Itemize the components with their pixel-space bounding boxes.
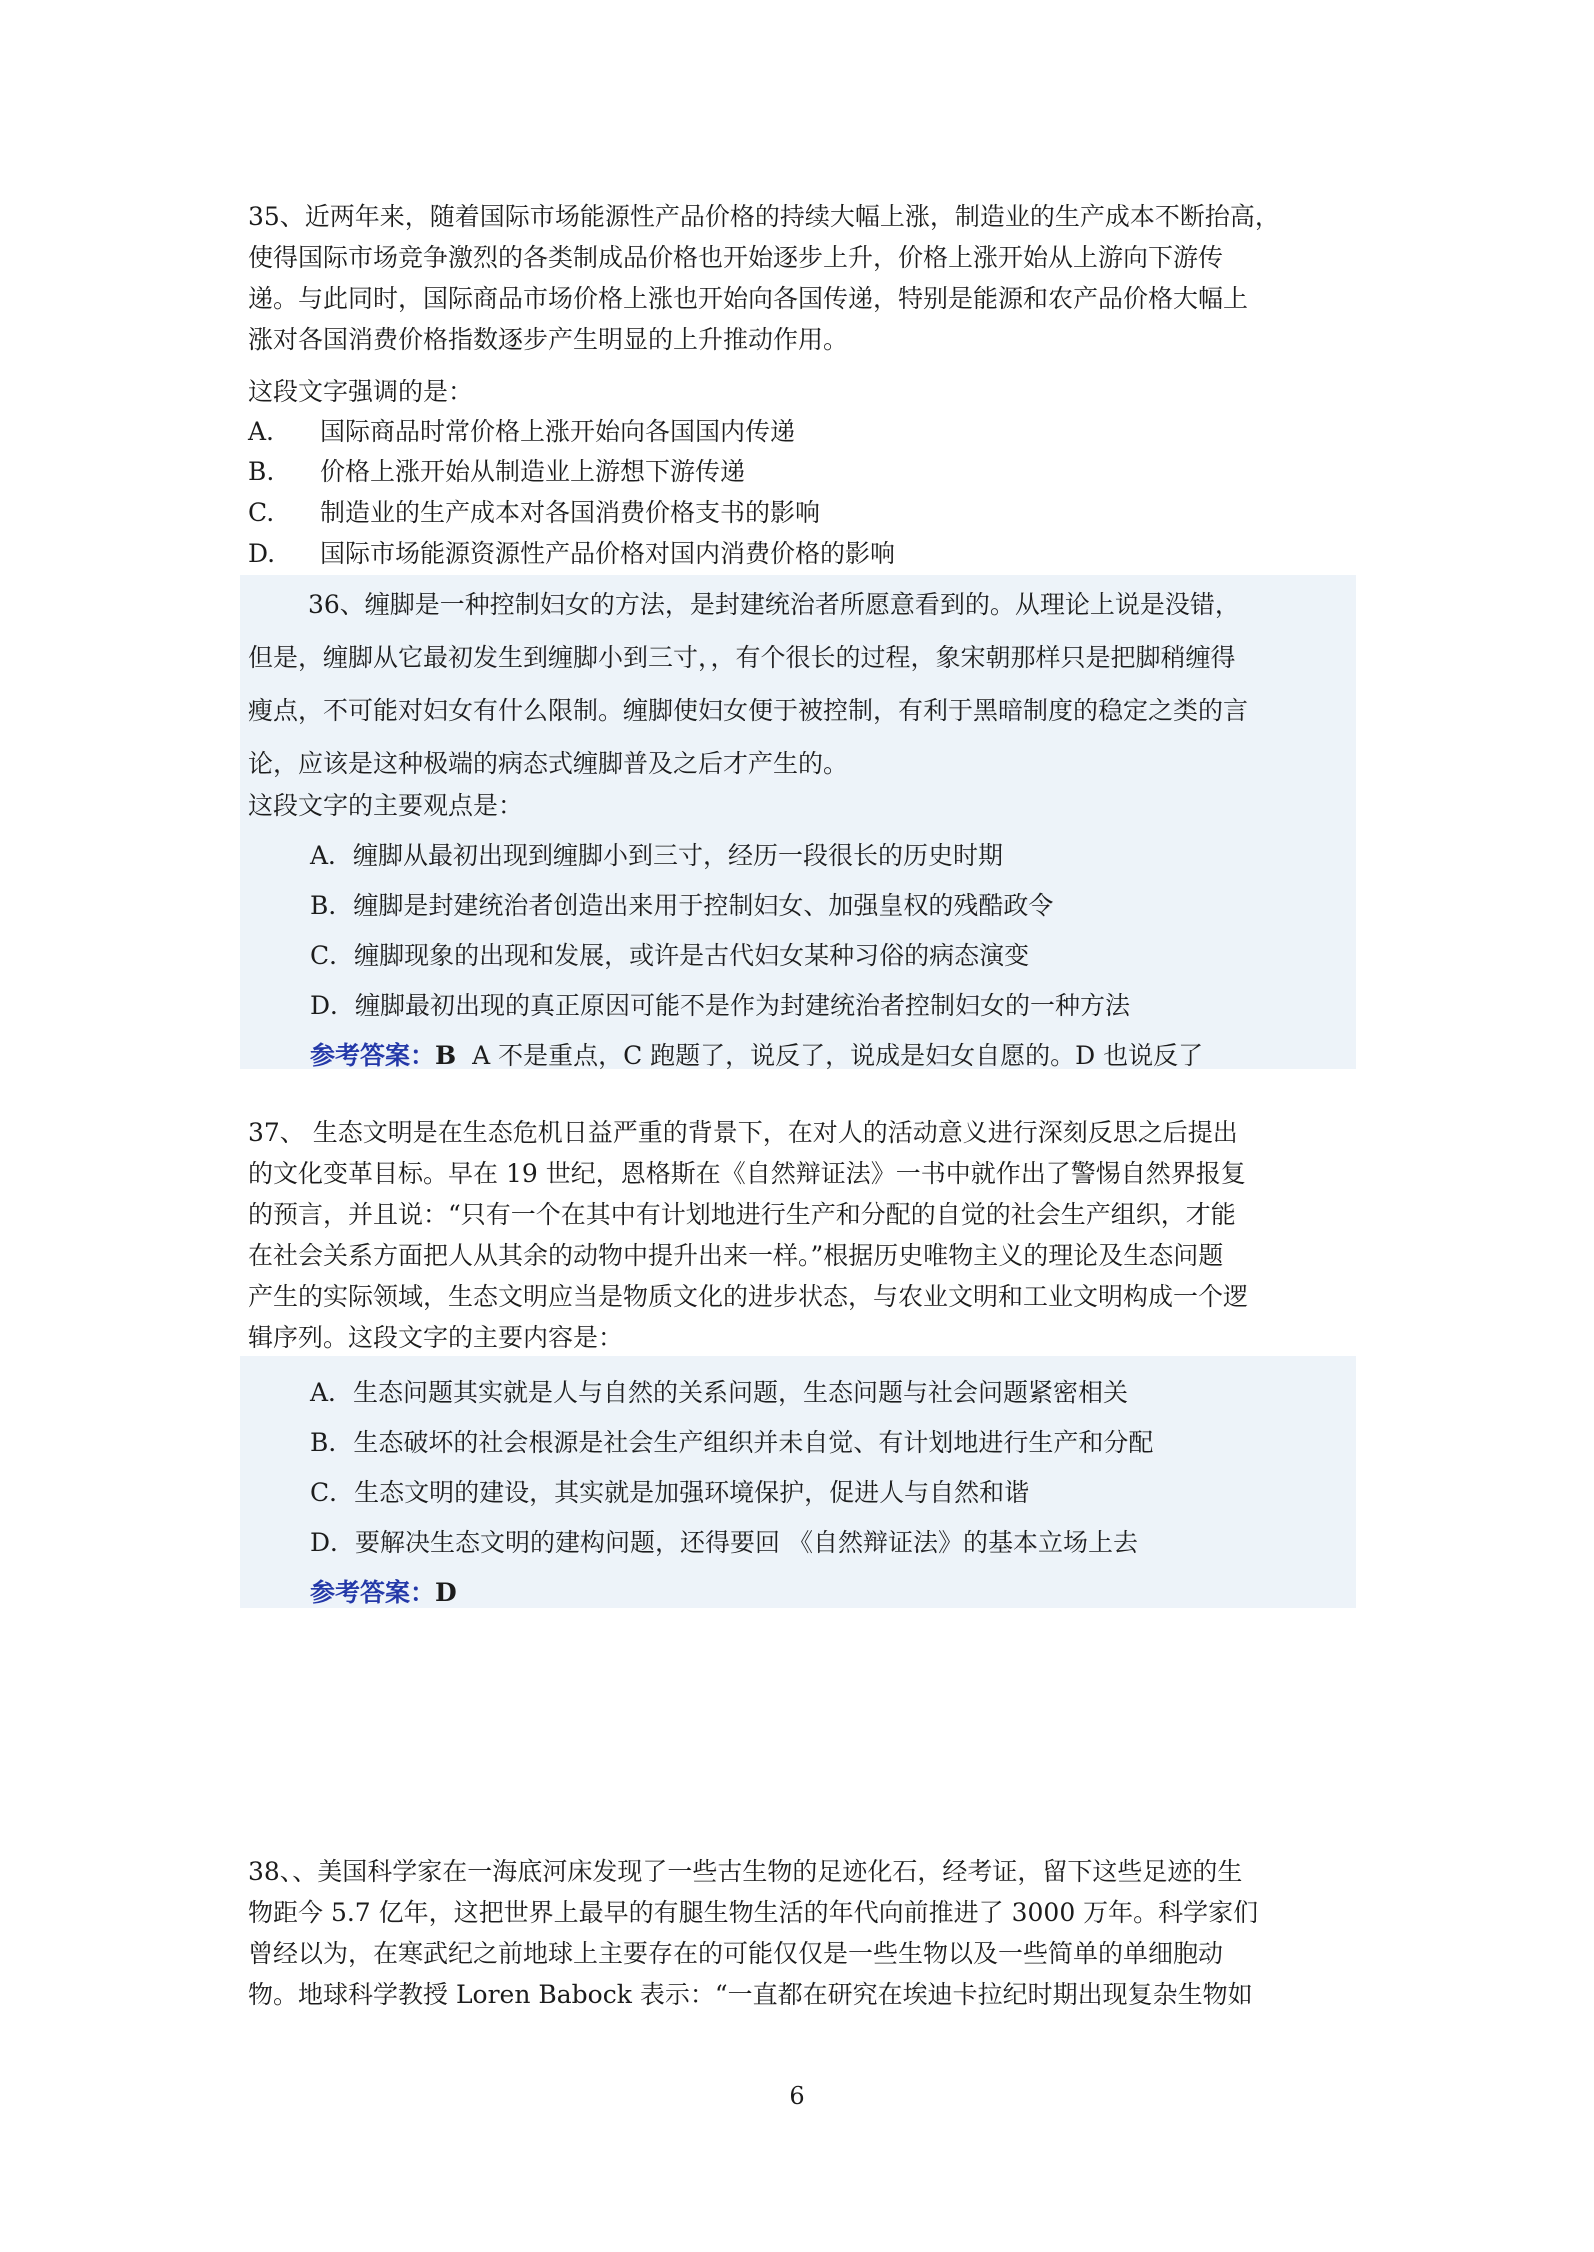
text-line: 35、近两年来，随着国际市场能源性产品价格的持续大幅上涨，制造业的生产成本不断抬高， bbox=[248, 202, 1280, 231]
question-37-text bbox=[248, 1112, 1358, 1358]
text-line: 38、、美国科学家在一海底河床发现了一些古生物的足迹化石，经考证，留下这些足迹的生 bbox=[248, 1857, 1243, 1886]
question-35-prompt: 这段文字强调的是： bbox=[248, 377, 474, 406]
text-line: 37、 生态文明是在生态危机日益严重的背景下，在对人的活动意义进行深刻反思之后提出 bbox=[248, 1118, 1238, 1147]
option-letter: D. bbox=[248, 539, 276, 568]
answer-key: D bbox=[435, 1578, 457, 1607]
answer-label: 参考答案： bbox=[310, 1578, 436, 1607]
text-line: 物距今 5.7 亿年，这把世界上最早的有腿生物生活的年代向前推进了 3000 万年。科学家们 bbox=[248, 1898, 1259, 1927]
option-text: 国际商品时常价格上涨开始向各国国内传递 bbox=[320, 417, 796, 446]
option-d bbox=[248, 534, 895, 570]
text-line: 在社会关系方面把人从其余的动物中提升出来一样。”根据历史唯物主义的理论及生态问题 bbox=[248, 1241, 1224, 1270]
option-a: A．缠脚从最初出现到缠脚小到三寸，经历一段很长的历史时期 bbox=[310, 841, 1004, 870]
text-line: 涨对各国消费价格指数逐步产生明显的上升推动作用。 bbox=[248, 325, 849, 354]
option-letter: A. bbox=[248, 417, 275, 446]
option-text: 价格上涨开始从制造业上游想下游传递 bbox=[320, 457, 746, 486]
text-line: 物。地球科学教授 Loren Babock 表示：“一直都在研究在埃迪卡拉纪时期出现复杂生物如 bbox=[248, 1980, 1253, 2009]
text-line: 使得国际市场竞争激烈的各类制成品价格也开始逐步上升，价格上涨开始从上游向下游传 bbox=[248, 243, 1224, 272]
answer-key: B bbox=[435, 1041, 457, 1070]
page-number: 6 bbox=[789, 2082, 805, 2110]
option-letter: C. bbox=[248, 498, 275, 527]
answer-label: 参考答案： bbox=[310, 1041, 436, 1070]
text-line: 的预言，并且说：“只有一个在其中有计划地进行生产和分配的自觉的社会生产组织，才能 bbox=[248, 1200, 1236, 1229]
option-c bbox=[248, 493, 820, 529]
question-38-text bbox=[248, 1851, 1358, 2015]
option-d: D．要解决生态文明的建构问题，还得要回 《自然辩证法》的基本立场上去 bbox=[310, 1528, 1138, 1557]
option-text: 国际市场能源资源性产品价格对国内消费价格的影响 bbox=[320, 539, 896, 568]
answer-explanation: A 不是重点，C 跑题了，说反了，说成是妇女自愿的。D 也说反了 bbox=[472, 1041, 1204, 1070]
option-b: B．生态破坏的社会根源是社会生产组织并未自觉、有计划地进行生产和分配 bbox=[310, 1428, 1154, 1457]
text-line: 曾经以为，在寒武纪之前地球上主要存在的可能仅仅是一些生物以及一些简单的单细胞动 bbox=[248, 1939, 1224, 1968]
option-b: B．缠脚是封建统治者创造出来用于控制妇女、加强皇权的残酷政令 bbox=[310, 891, 1054, 920]
text-line: 辑序列。这段文字的主要内容是： bbox=[248, 1323, 624, 1352]
option-c: C．生态文明的建设，其实就是加强环境保护，促进人与自然和谐 bbox=[310, 1478, 1030, 1507]
option-a: A．生态问题其实就是人与自然的关系问题，生态问题与社会问题紧密相关 bbox=[310, 1378, 1129, 1407]
text-line: 论，应该是这种极端的病态式缠脚普及之后才产生的。 bbox=[248, 749, 849, 778]
option-b bbox=[248, 452, 745, 488]
question-36-prompt: 这段文字的主要观点是： bbox=[248, 791, 524, 820]
option-c: C．缠脚现象的出现和发展，或许是古代妇女某种习俗的病态演变 bbox=[310, 941, 1030, 970]
text-line: 但是，缠脚从它最初发生到缠脚小到三寸，，有个很长的过程，象宋朝那样只是把脚稍缠得 bbox=[248, 643, 1236, 672]
text-line: 递。与此同时，国际商品市场价格上涨也开始向各国传递，特别是能源和农产品价格大幅上 bbox=[248, 284, 1249, 313]
text-line: 36、缠脚是一种控制妇女的方法，是封建统治者所愿意看到的。从理论上说是没错， bbox=[308, 590, 1240, 619]
option-text: 制造业的生产成本对各国消费价格支书的影响 bbox=[320, 498, 821, 527]
text-line: 的文化变革目标。早在 19 世纪，恩格斯在《自然辩证法》一书中就作出了警惕自然界报复 bbox=[248, 1159, 1246, 1188]
text-line: 瘦点，不可能对妇女有什么限制。缠脚使妇女便于被控制，有利于黑暗制度的稳定之类的言 bbox=[248, 696, 1249, 725]
option-a bbox=[248, 412, 795, 448]
question-35-text bbox=[248, 196, 1358, 360]
question-36-text bbox=[248, 578, 1358, 790]
answer-line bbox=[310, 1573, 457, 1609]
option-letter: B. bbox=[248, 457, 275, 486]
text-line: 产生的实际领域，生态文明应当是物质文化的进步状态，与农业文明和工业文明构成一个逻 bbox=[248, 1282, 1249, 1311]
answer-line bbox=[310, 1036, 1203, 1072]
option-d: D．缠脚最初出现的真正原因可能不是作为封建统治者控制妇女的一种方法 bbox=[310, 991, 1131, 1020]
